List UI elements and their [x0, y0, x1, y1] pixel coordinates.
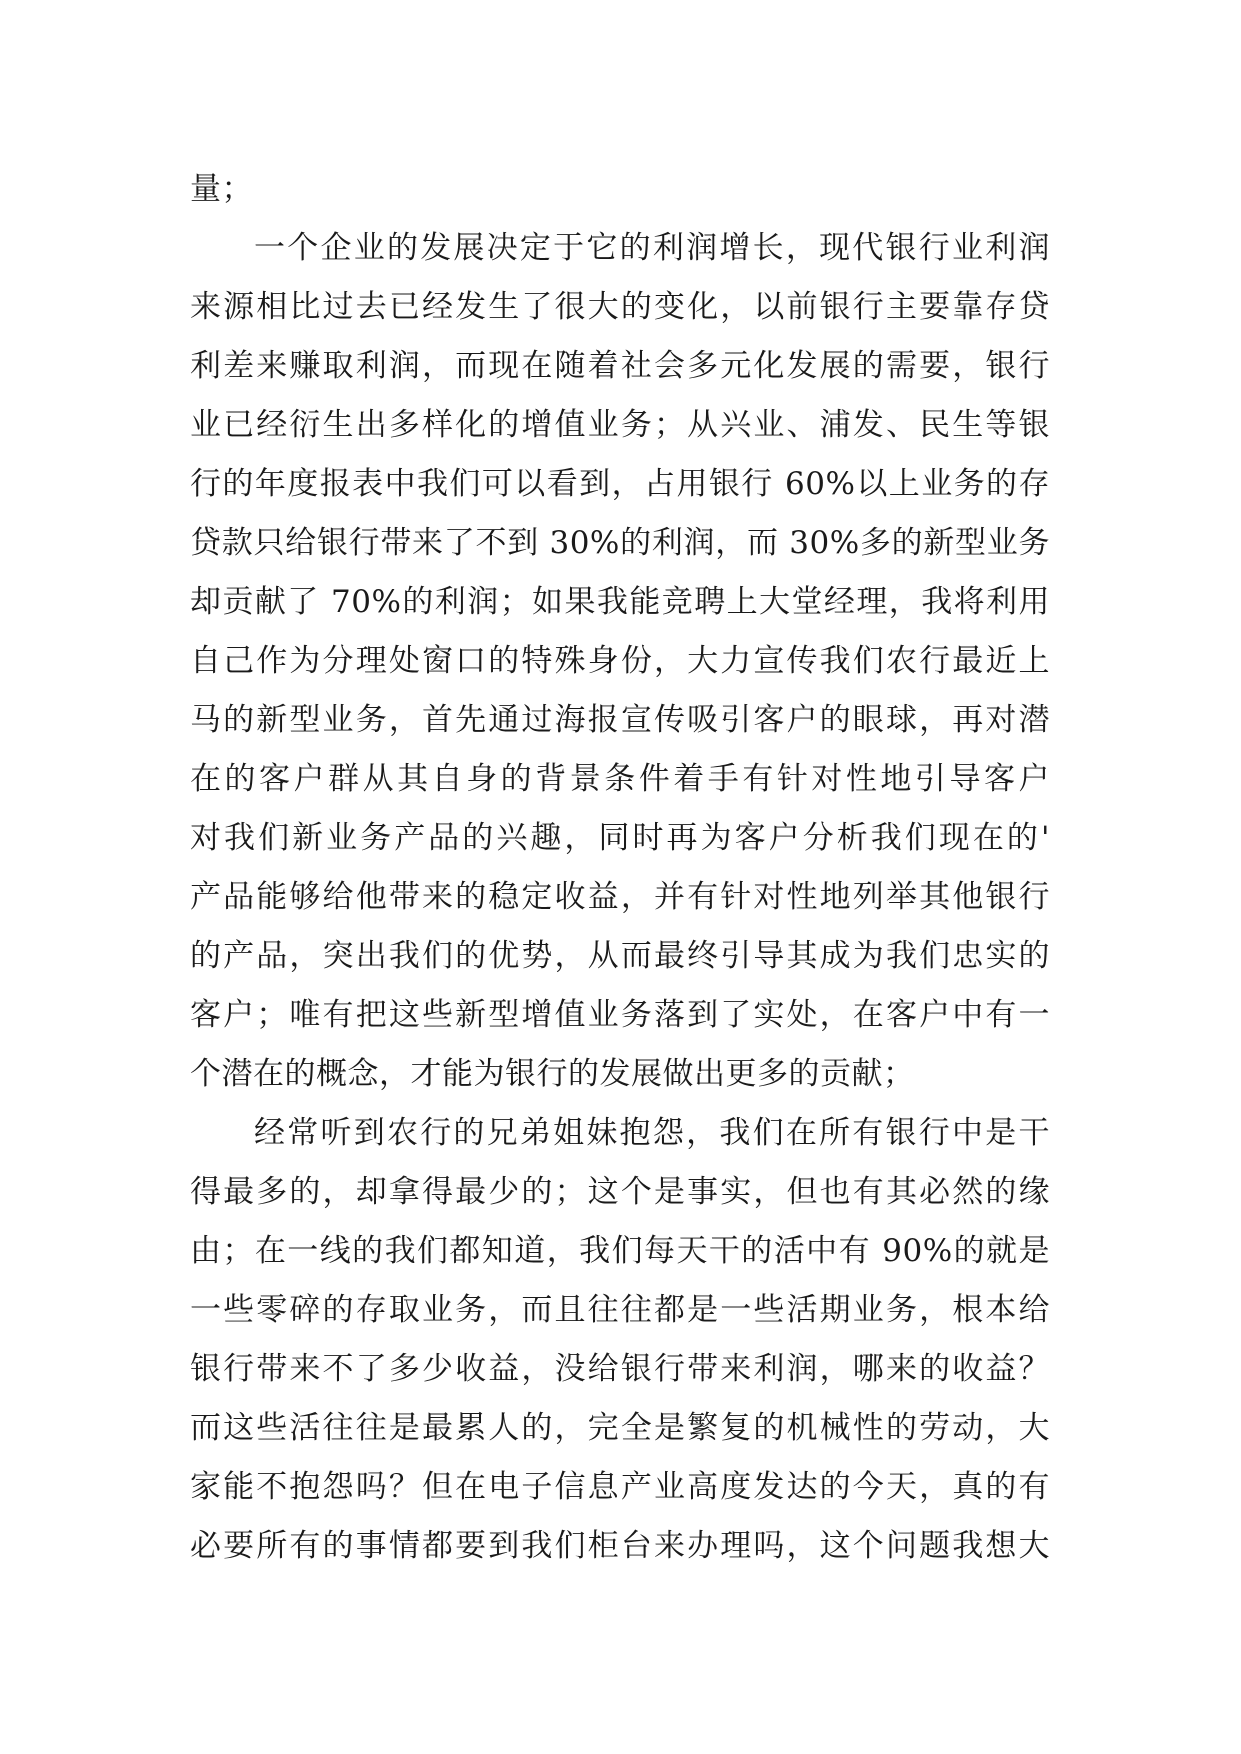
text-line: 产品能够给他带来的稳定收益，并有针对性地列举其他银行 [190, 879, 1050, 915]
text-line: 必要所有的事情都要到我们柜台来办理吗，这个问题我想大 [190, 1528, 1050, 1564]
text-line: 自己作为分理处窗口的特殊身份，大力宣传我们农行最近上 [190, 643, 1050, 679]
text-line: 而这些活往往是最累人的，完全是繁复的机械性的劳动，大 [190, 1410, 1050, 1446]
text-line: 对我们新业务产品的兴趣，同时再为客户分析我们现在的' [190, 820, 1050, 856]
text-line: 一些零碎的存取业务，而且往往都是一些活期业务，根本给 [190, 1292, 1050, 1328]
text-line: 贷款只给银行带来了不到 30%的利润，而 30%多的新型业务 [190, 525, 1050, 561]
paragraph-start-line: 经常听到农行的兄弟姐妹抱怨，我们在所有银行中是干 [254, 1115, 1050, 1151]
text-line: 银行带来不了多少收益，没给银行带来利润，哪来的收益？ [190, 1351, 1050, 1387]
text-line: 家能不抱怨吗？但在电子信息产业高度发达的今天，真的有 [190, 1469, 1050, 1505]
body-text [190, 160, 1050, 1576]
text-line: 却贡献了 70%的利润；如果我能竞聘上大堂经理，我将利用 [190, 584, 1050, 620]
text-line: 量； [190, 171, 253, 207]
text-line: 由；在一线的我们都知道，我们每天干的活中有 90%的就是 [190, 1233, 1050, 1269]
text-line: 在的客户群从其自身的背景条件着手有针对性地引导客户 [190, 761, 1050, 797]
paragraph-start-line: 一个企业的发展决定于它的利润增长，现代银行业利润 [254, 230, 1050, 266]
text-line: 马的新型业务，首先通过海报宣传吸引客户的眼球，再对潜 [190, 702, 1050, 738]
text-line: 客户；唯有把这些新型增值业务落到了实处，在客户中有一 [190, 997, 1050, 1033]
text-line: 来源相比过去已经发生了很大的变化，以前银行主要靠存贷 [190, 289, 1050, 325]
text-line: 得最多的，却拿得最少的；这个是事实，但也有其必然的缘 [190, 1174, 1050, 1210]
paragraph-end-line: 个潜在的概念，才能为银行的发展做出更多的贡献； [190, 1056, 915, 1092]
text-line: 利差来赚取利润，而现在随着社会多元化发展的需要，银行 [190, 348, 1050, 384]
text-line: 业已经衍生出多样化的增值业务；从兴业、浦发、民生等银 [190, 407, 1050, 443]
text-line: 行的年度报表中我们可以看到，占用银行 60%以上业务的存 [190, 466, 1050, 502]
text-line: 的产品，突出我们的优势，从而最终引导其成为我们忠实的 [190, 938, 1050, 974]
